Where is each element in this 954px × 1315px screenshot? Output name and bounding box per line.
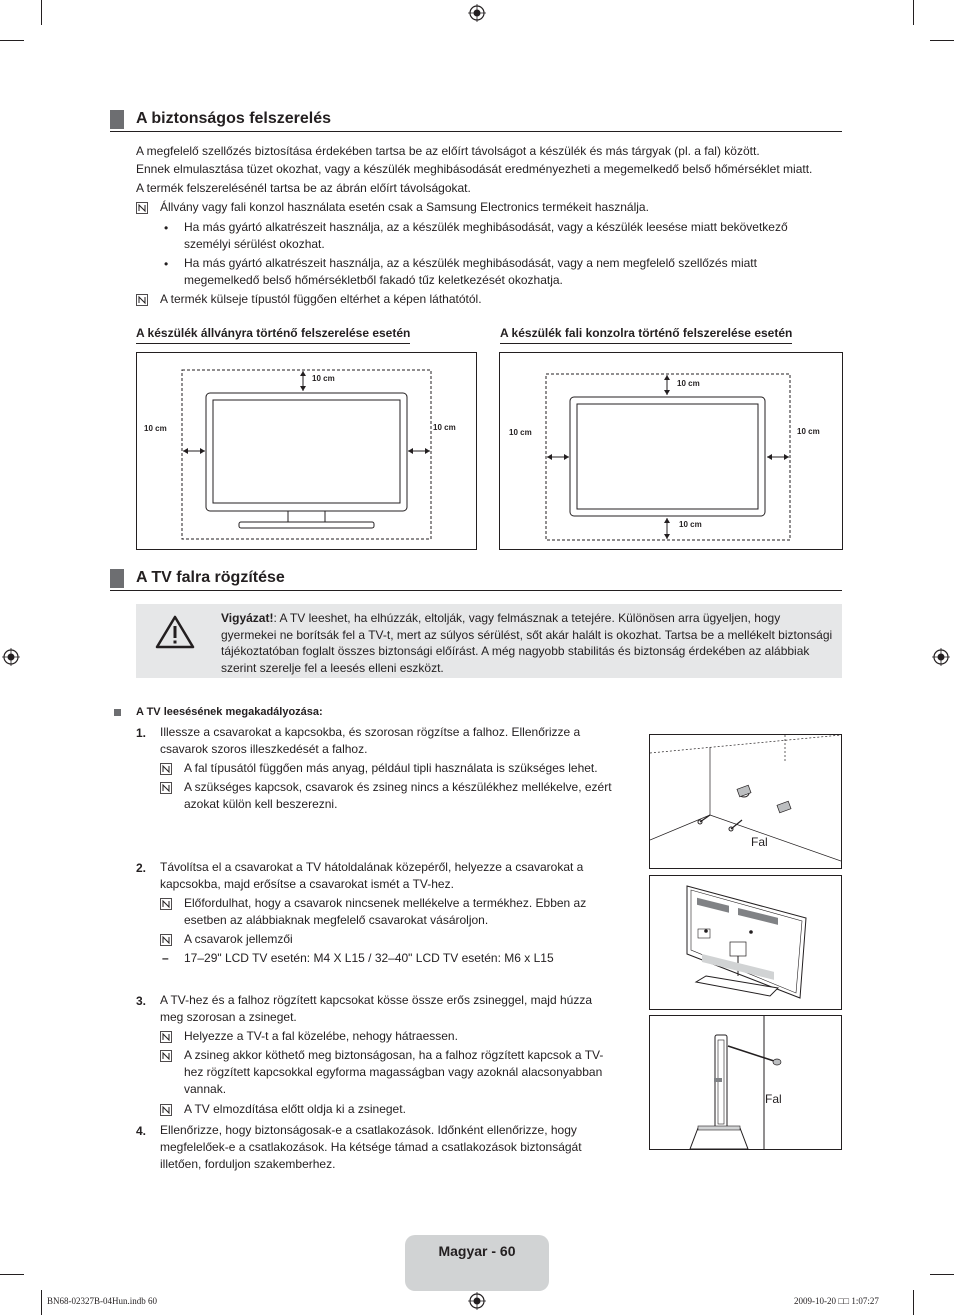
note-icon bbox=[160, 1050, 172, 1062]
crop-mark bbox=[0, 40, 24, 41]
side-view-illustration bbox=[649, 1015, 842, 1150]
paragraph: A termék felszerelésénél tartsa be az ábrán előírt távolságokat. bbox=[136, 181, 471, 195]
step-text: A TV-hez és a falhoz rögzített kapcsokat kösse össze erős zsineggel, majd húzza meg szorosan a zsineget. bbox=[160, 993, 593, 1024]
step-number: 1. bbox=[136, 726, 147, 740]
note-icon bbox=[160, 763, 172, 775]
registration-mark-icon bbox=[468, 1292, 486, 1310]
dash-mark: – bbox=[162, 951, 169, 965]
note-text: Előfordulhat, hogy a csavarok nincsenek mellékelve a termékhez. Ebben az esetben az alábbiaknak megfelelő csavarokat vásároljon. bbox=[184, 896, 587, 927]
note-icon bbox=[136, 294, 148, 306]
bullet-dot: • bbox=[164, 257, 169, 271]
crop-mark bbox=[913, 0, 914, 25]
paragraph: Ennek elmulasztása tüzet okozhat, vagy a készülék meghibásodását eredményezheti a megemelkedő belső hőmérséklet miatt. bbox=[136, 162, 813, 176]
file-name: BN68-02327B-04Hun.indb 60 bbox=[47, 1296, 157, 1306]
page-label: Magyar - 60 bbox=[438, 1243, 516, 1259]
warning-text bbox=[221, 610, 833, 676]
wall-screws-drawing bbox=[650, 735, 841, 868]
step-text: Ellenőrizze, hogy biztonságosak-e a csatlakozások. Időnként ellenőrizze, hogy megfelelőek-e a csatlakozások. Ha kétsége támad a csatlakozások biztonságát illetően, forduljon szakemberhez. bbox=[160, 1123, 582, 1171]
bullet-text: Ha más gyártó alkatrészeit használja, az a készülék meghibásodását, vagy a készülék leesése miatt bekövetkező személyi sérülést okozhat. bbox=[184, 220, 788, 251]
crop-mark bbox=[0, 1274, 24, 1275]
section-heading-wall-fixing bbox=[110, 568, 842, 591]
wall-label: Fal bbox=[751, 835, 768, 849]
stand-installation-diagram bbox=[136, 352, 477, 550]
wall-installation-diagram bbox=[499, 352, 843, 550]
subheading: A TV leesésének megakadályozása: bbox=[136, 706, 323, 718]
warning-triangle-icon bbox=[155, 615, 195, 649]
crop-mark bbox=[930, 40, 954, 41]
dimension-label-right: 10 cm bbox=[797, 427, 820, 436]
crop-mark bbox=[930, 1274, 954, 1275]
step-number: 3. bbox=[136, 994, 147, 1008]
section-title: A TV falra rögzítése bbox=[136, 569, 285, 586]
note-text: A szükséges kapcsok, csavarok és zsineg nincs a készülékhez mellékelve, ezért azokat külön kell beszerezni. bbox=[184, 780, 612, 811]
warning-label: Vigyázat! bbox=[221, 611, 274, 625]
note-text: A TV elmozdítása előtt oldja ki a zsineget. bbox=[184, 1102, 406, 1116]
screw-spec: 17–29" LCD TV esetén: M4 X L15 / 32–40" LCD TV esetén: M6 x L15 bbox=[184, 951, 554, 965]
note-text: A zsineg akkor köthető meg biztonságosan, ha a falhoz rögzített kapcsok a TV-hez rögzített kapcsokkal egyforma magasságban vagy azoknál alacsonyabban vannak. bbox=[184, 1048, 604, 1096]
wall-tv-illustration bbox=[500, 353, 842, 549]
section-heading-safe-installation bbox=[110, 109, 842, 132]
crop-mark bbox=[41, 1290, 42, 1315]
page-number-tab bbox=[405, 1235, 549, 1291]
wall-label: Fal bbox=[765, 1092, 782, 1106]
heading-bar bbox=[110, 569, 124, 588]
registration-mark-icon bbox=[2, 648, 20, 666]
section-title: A biztonságos felszerelés bbox=[136, 110, 332, 127]
crop-mark bbox=[913, 1290, 914, 1315]
note-text: A csavarok jellemzői bbox=[184, 932, 293, 946]
dimension-label-top: 10 cm bbox=[312, 374, 335, 383]
wall-heading: A készülék fali konzolra történő felszerelése esetén bbox=[500, 325, 792, 344]
side-view-drawing bbox=[650, 1016, 841, 1149]
dimension-label-right: 10 cm bbox=[433, 423, 456, 432]
bullet-dot: • bbox=[164, 221, 169, 235]
note-text: A fal típusától függően más anyag, például tipli használata is szükséges lehet. bbox=[184, 761, 598, 775]
note-icon bbox=[160, 782, 172, 794]
note-text: A termék külseje típustól függően eltérhet a képen láthatótól. bbox=[160, 292, 482, 306]
stand-heading: A készülék állványra történő felszerelése esetén bbox=[136, 325, 410, 344]
step-text: Távolítsa el a csavarokat a TV hátoldalának közepéről, helyezze a csavarokat a kapcsokba, majd erősítse a csavarokat ismét a TV-hez. bbox=[160, 860, 584, 891]
warning-box bbox=[136, 604, 842, 678]
step-number: 4. bbox=[136, 1124, 147, 1138]
dimension-label-top: 10 cm bbox=[677, 379, 700, 388]
step-text: Illessze a csavarokat a kapcsokba, és szorosan rögzítse a falhoz. Ellenőrizze a csavarok szoros illeszkedését a falhoz. bbox=[160, 725, 581, 756]
note-icon bbox=[136, 202, 148, 214]
warning-body: : A TV leeshet, ha elhúzzák, eltolják, vagy felmásznak a tetejére. Különösen arra ügyeljen, hogy gyermekei ne borítsák fel a TV-t, mert az súlyos sérülést, sőt akár halált is okozhat. Tartsa be a mellékelt biztonsági tájékoztatóban foglalt összes biztonsági előírást. A még nagyobb stabilitás és biztonság érdekében az alábbiak szerint szerelje fel a leesés elleni eszközt. bbox=[221, 611, 833, 675]
paragraph: A megfelelő szellőzés biztosítása érdekében tartsa be az előírt távolságot a készülék és más tárgyak (pl. a fal) között. bbox=[136, 144, 760, 158]
registration-mark-icon bbox=[468, 4, 486, 22]
note-icon bbox=[160, 898, 172, 910]
stand-tv-illustration bbox=[137, 353, 476, 549]
square-bullet-icon bbox=[114, 709, 121, 716]
note-icon bbox=[160, 1031, 172, 1043]
crop-mark bbox=[41, 0, 42, 25]
registration-mark-icon bbox=[932, 648, 950, 666]
print-date: 2009-10-20 □□ 1:07:27 bbox=[794, 1296, 879, 1306]
heading-bar bbox=[110, 110, 124, 129]
step-number: 2. bbox=[136, 861, 147, 875]
tv-back-drawing bbox=[650, 876, 841, 1009]
note-icon bbox=[160, 1104, 172, 1116]
tv-back-illustration bbox=[649, 875, 842, 1010]
note-text: Állvány vagy fali konzol használata esetén csak a Samsung Electronics termékeit használja. bbox=[160, 200, 649, 214]
note-text: Helyezze a TV-t a fal közelébe, nehogy hátraessen. bbox=[184, 1029, 458, 1043]
note-icon bbox=[160, 934, 172, 946]
dimension-label-left: 10 cm bbox=[144, 424, 167, 433]
wall-screws-illustration bbox=[649, 734, 842, 869]
bullet-text: Ha más gyártó alkatrészeit használja, az a készülék meghibásodását, vagy a nem megfelelő szellőzés miatt megemelkedő belső hőmérsékletből fakadó tűz keletkezését okozhatja. bbox=[184, 256, 757, 287]
dimension-label-left: 10 cm bbox=[509, 428, 532, 437]
dimension-label-bottom: 10 cm bbox=[679, 520, 702, 529]
